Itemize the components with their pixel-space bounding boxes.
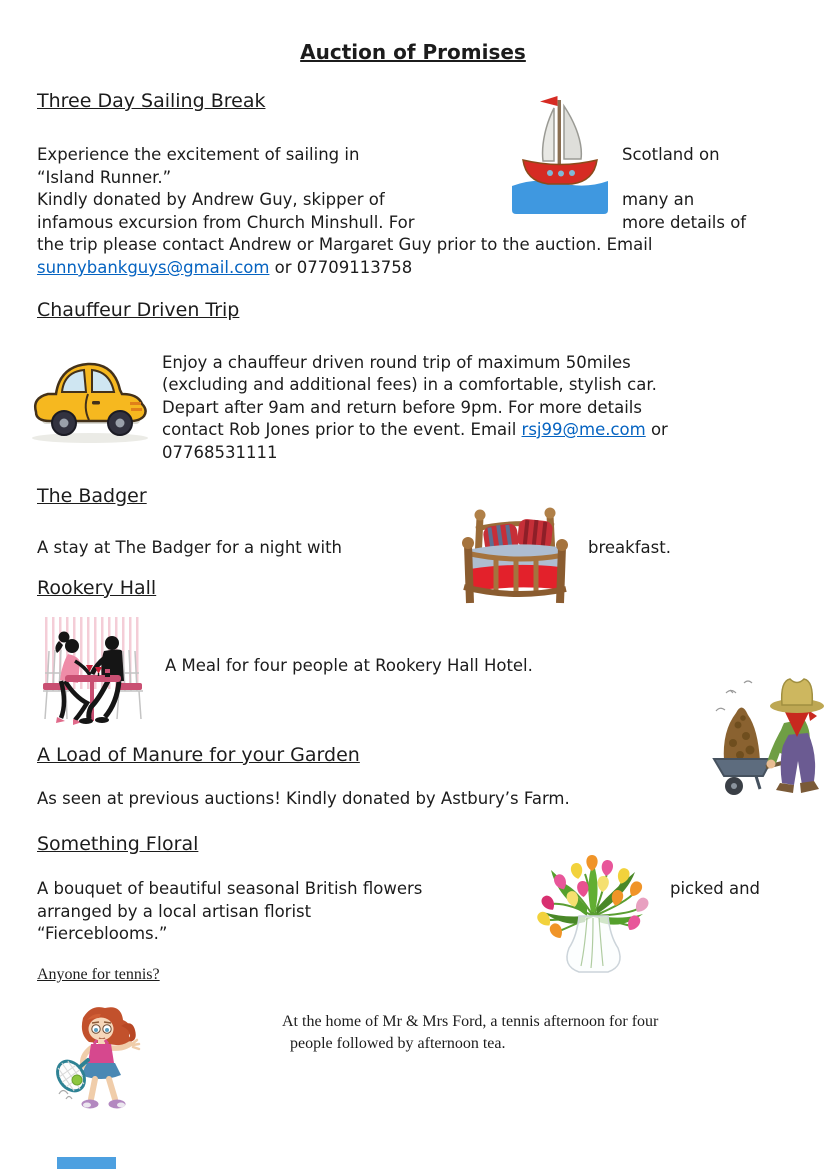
chauffeur-email-link[interactable]: rsj99@me.com (521, 420, 646, 439)
chauffeur-line4 (162, 420, 668, 439)
farmer-wheelbarrow-clipart (700, 673, 826, 806)
sailboat-clipart (510, 92, 610, 215)
floral-line1-right: picked and (670, 879, 761, 898)
heading-load-of-manure: A Load of Manure for your Garden (37, 744, 360, 766)
sailing-line5: the trip please contact Andrew or Margaret Guy prior to the auction. Email (37, 235, 653, 254)
bed-clipart (458, 505, 572, 607)
sailing-line3-left: Kindly donated by Andrew Guy, skipper of (37, 190, 385, 209)
floral-line1-left: A bouquet of beautiful seasonal British flowers (37, 879, 423, 898)
badger-text-after: breakfast. (588, 538, 671, 557)
heading-something-floral: Something Floral (37, 833, 199, 855)
chauffeur-line3: Depart after 9am and return before 9pm. For more details (162, 398, 642, 417)
heading-rookery-hall: Rookery Hall (37, 577, 157, 599)
tennis-line1: At the home of Mr & Mrs Ford, a tennis afternoon for four (282, 1013, 659, 1030)
tennis-line2: people followed by afternoon tea. (290, 1035, 506, 1052)
sailing-line6-tail: or 07709113758 (269, 258, 413, 277)
sailing-email-link[interactable]: sunnybankguys@gmail.com (37, 258, 270, 277)
sailing-line2: “Island Runner.” (37, 168, 172, 187)
heading-chauffeur-trip: Chauffeur Driven Trip (37, 299, 240, 321)
sailing-line4-right: more details of (622, 213, 747, 232)
chauffeur-line1: Enjoy a chauffeur driven round trip of maximum 50miles (162, 353, 631, 372)
yellow-car-clipart (26, 350, 154, 445)
chauffeur-line5: 07768531111 (162, 443, 278, 462)
chauffeur-line2: (excluding and additional fees) in a comfortable, stylish car. (162, 375, 657, 394)
sailing-line3-right: many an (622, 190, 695, 209)
floral-line2: arranged by a local artisan florist (37, 902, 312, 921)
dining-couple-clipart (33, 617, 150, 730)
rookery-text: A Meal for four people at Rookery Hall Hotel. (165, 656, 533, 675)
sailing-line1-right: Scotland on (622, 145, 720, 164)
sailing-line6 (37, 258, 412, 277)
heading-the-badger: The Badger (37, 485, 147, 507)
chauffeur-line4-after: or (645, 420, 668, 439)
floral-line3: “Fierceblooms.” (37, 924, 168, 943)
heading-anyone-for-tennis: Anyone for tennis? (37, 966, 160, 983)
badger-text-before: A stay at The Badger for a night with (37, 538, 343, 557)
heading-sailing-break: Three Day Sailing Break (37, 90, 266, 112)
tennis-girl-clipart (53, 1002, 151, 1114)
manure-text: As seen at previous auctions! Kindly donated by Astbury’s Farm. (37, 789, 570, 808)
sailing-line1-left: Experience the excitement of sailing in (37, 145, 360, 164)
cropped-image-fragment (57, 1157, 116, 1169)
sailing-line4-left: infamous excursion from Church Minshull. For (37, 213, 415, 232)
flower-bouquet-clipart (527, 854, 660, 978)
page-title: Auction of Promises (300, 40, 526, 64)
chauffeur-line4-before: contact Rob Jones prior to the event. Email (162, 420, 522, 439)
